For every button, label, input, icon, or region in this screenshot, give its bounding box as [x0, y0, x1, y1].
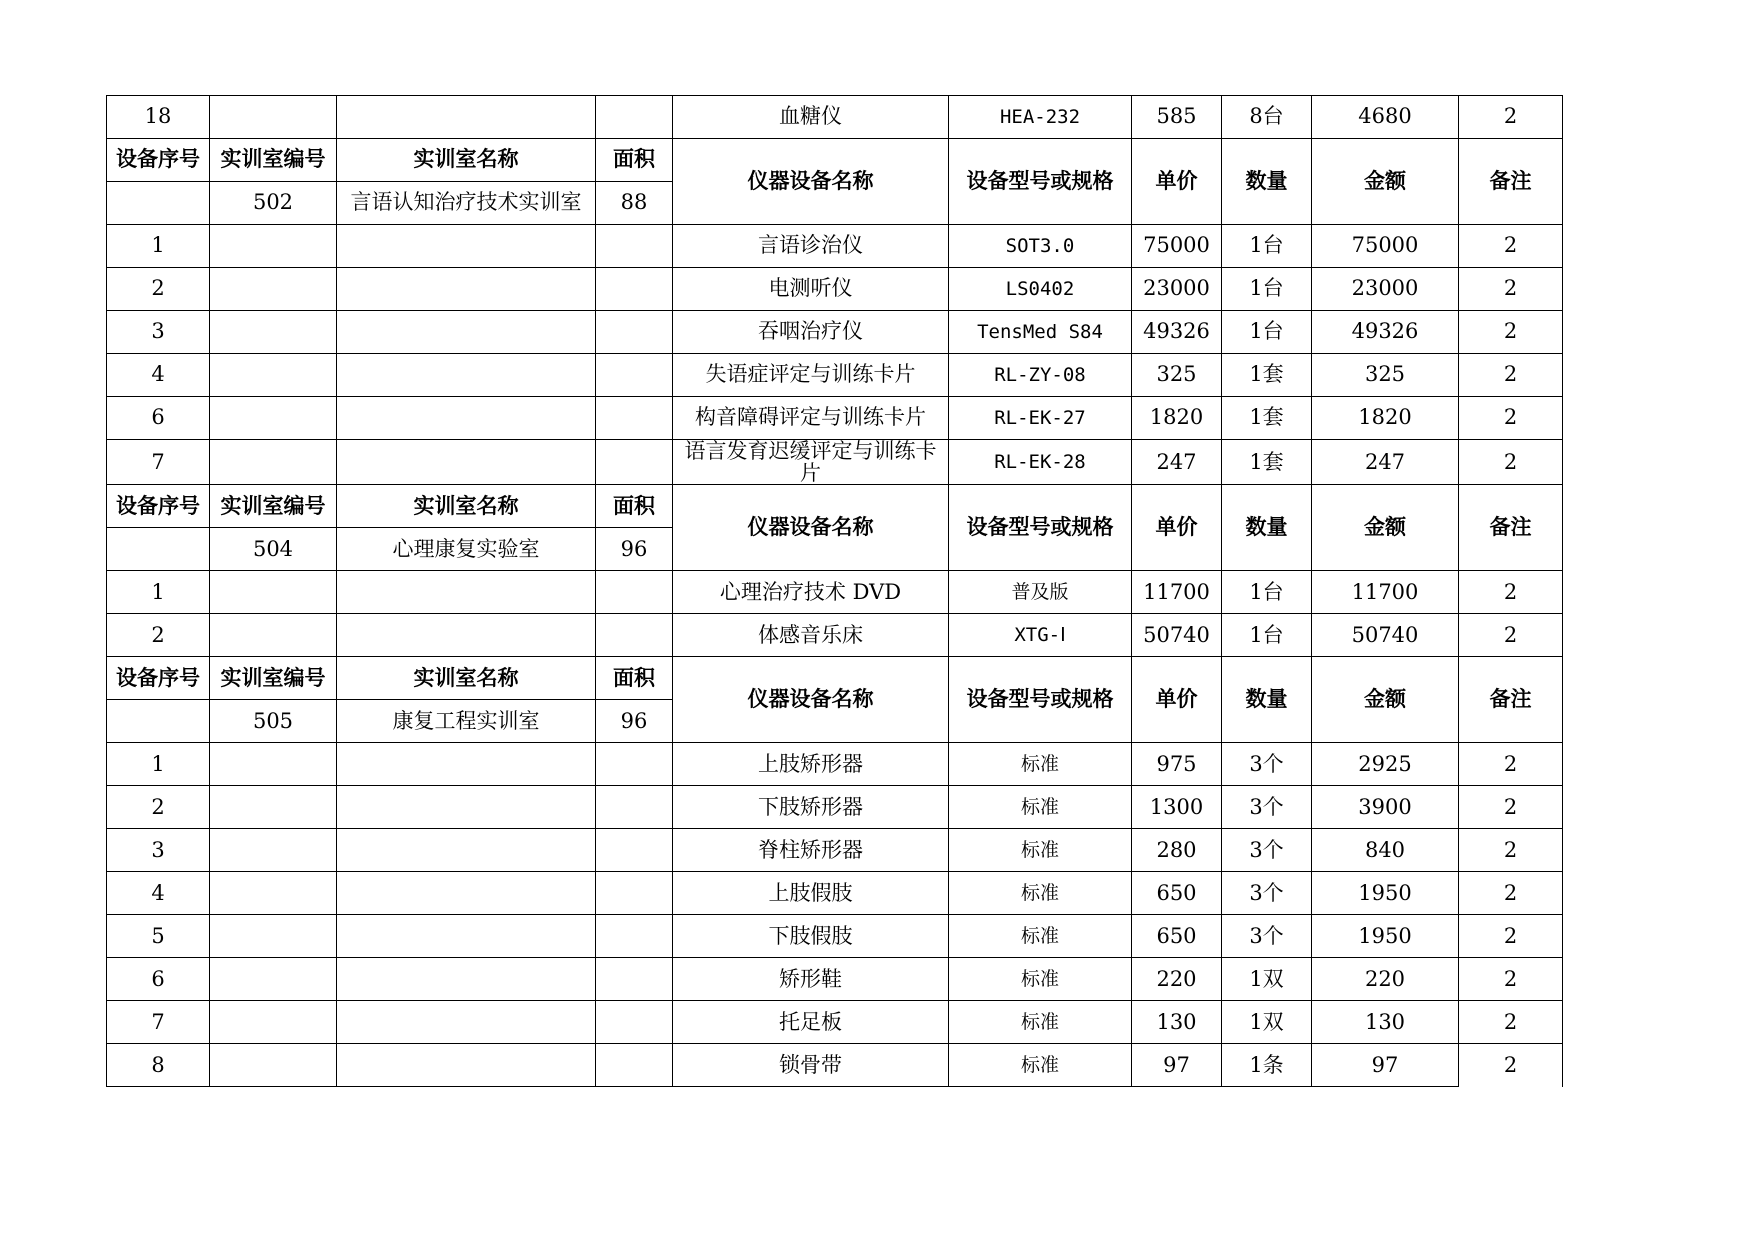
room-no-cell: [210, 614, 337, 657]
note-cell: 2: [1459, 958, 1563, 1001]
seq-cell: 6: [107, 958, 210, 1001]
header-device-name: 仪器设备名称: [673, 139, 949, 225]
note-cell: 2: [1459, 268, 1563, 311]
note-cell: 2: [1459, 311, 1563, 354]
unit-price-cell: 50740: [1132, 614, 1222, 657]
amount-cell: 1820: [1312, 397, 1459, 440]
note-cell: 2: [1459, 440, 1563, 485]
header-room-name: 实训室名称: [337, 485, 596, 528]
qty-cell: 1台: [1222, 614, 1312, 657]
table-row: [107, 614, 1563, 657]
unit-price-cell: 1300: [1132, 786, 1222, 829]
header-seq: 设备序号: [107, 485, 210, 528]
header-area: 面积: [596, 485, 673, 528]
area-cell: [596, 614, 673, 657]
qty-cell: 1台: [1222, 225, 1312, 268]
area-cell: 96: [596, 700, 673, 743]
room-no-cell: 505: [210, 700, 337, 743]
device-name-cell: 矫形鞋: [673, 958, 949, 1001]
room-no-cell: [210, 96, 337, 139]
section-header-row: [107, 657, 1563, 700]
qty-cell: 1双: [1222, 1001, 1312, 1044]
room-no-cell: [210, 958, 337, 1001]
note-cell: 2: [1459, 397, 1563, 440]
seq-cell: 7: [107, 1001, 210, 1044]
table-row: [107, 268, 1563, 311]
section-header-row: [107, 139, 1563, 182]
room-no-cell: [210, 354, 337, 397]
unit-price-cell: 75000: [1132, 225, 1222, 268]
device-name-cell: 语言发育迟缓评定与训练卡片: [673, 440, 949, 485]
header-unit-price: 单价: [1132, 485, 1222, 571]
room-no-cell: [210, 311, 337, 354]
unit-price-cell: 97: [1132, 1044, 1222, 1087]
unit-price-cell: 1820: [1132, 397, 1222, 440]
model-cell: TensMed S84: [949, 311, 1132, 354]
qty-cell: 3个: [1222, 915, 1312, 958]
seq-cell: 6: [107, 397, 210, 440]
header-note: 备注: [1459, 139, 1563, 225]
room-name-cell: [337, 397, 596, 440]
header-amount: 金额: [1312, 485, 1459, 571]
room-name-cell: [337, 268, 596, 311]
room-name-cell: [337, 225, 596, 268]
amount-cell: 130: [1312, 1001, 1459, 1044]
note-cell: 2: [1459, 743, 1563, 786]
model-cell: LS0402: [949, 268, 1132, 311]
unit-price-cell: 247: [1132, 440, 1222, 485]
room-no-cell: [210, 915, 337, 958]
amount-cell: 23000: [1312, 268, 1459, 311]
header-model: 设备型号或规格: [949, 485, 1132, 571]
device-name-cell: 电测听仪: [673, 268, 949, 311]
area-cell: 88: [596, 182, 673, 225]
unit-price-cell: 650: [1132, 915, 1222, 958]
header-room-name: 实训室名称: [337, 139, 596, 182]
table-row: [107, 1044, 1563, 1087]
header-unit-price: 单价: [1132, 657, 1222, 743]
room-name-cell: [337, 440, 596, 485]
header-qty: 数量: [1222, 657, 1312, 743]
device-name-cell: 失语症评定与训练卡片: [673, 354, 949, 397]
header-room-name: 实训室名称: [337, 657, 596, 700]
area-cell: [596, 743, 673, 786]
amount-cell: 1950: [1312, 915, 1459, 958]
room-name-cell: 言语认知治疗技术实训室: [337, 182, 596, 225]
room-no-cell: [210, 872, 337, 915]
qty-cell: 1套: [1222, 440, 1312, 485]
unit-price-cell: 280: [1132, 829, 1222, 872]
seq-cell: 4: [107, 872, 210, 915]
header-model: 设备型号或规格: [949, 139, 1132, 225]
header-seq: 设备序号: [107, 139, 210, 182]
header-area: 面积: [596, 139, 673, 182]
room-name-cell: [337, 872, 596, 915]
model-cell: 标准: [949, 1044, 1132, 1087]
amount-cell: 97: [1312, 1044, 1459, 1087]
area-cell: [596, 354, 673, 397]
amount-cell: 4680: [1312, 96, 1459, 139]
seq-cell: 18: [107, 96, 210, 139]
room-name-cell: [337, 96, 596, 139]
section-header-row: [107, 485, 1563, 528]
room-seq-cell: [107, 182, 210, 225]
unit-price-cell: 130: [1132, 1001, 1222, 1044]
model-cell: HEA-232: [949, 96, 1132, 139]
header-amount: 金额: [1312, 139, 1459, 225]
header-qty: 数量: [1222, 485, 1312, 571]
header-qty: 数量: [1222, 139, 1312, 225]
area-cell: [596, 225, 673, 268]
table-row: [107, 786, 1563, 829]
device-name-cell: 上肢假肢: [673, 872, 949, 915]
unit-price-cell: 975: [1132, 743, 1222, 786]
room-no-cell: [210, 225, 337, 268]
room-name-cell: [337, 354, 596, 397]
note-cell: 2: [1459, 614, 1563, 657]
table-body: [107, 96, 1563, 1087]
header-unit-price: 单价: [1132, 139, 1222, 225]
table-row: [107, 1001, 1563, 1044]
seq-cell: 2: [107, 614, 210, 657]
device-name-cell: 上肢矫形器: [673, 743, 949, 786]
table-row: [107, 311, 1563, 354]
note-cell: 2: [1459, 96, 1563, 139]
qty-cell: 3个: [1222, 829, 1312, 872]
header-note: 备注: [1459, 485, 1563, 571]
device-name-cell: 脊柱矫形器: [673, 829, 949, 872]
header-room-no: 实训室编号: [210, 485, 337, 528]
room-name-cell: [337, 1001, 596, 1044]
unit-price-cell: 23000: [1132, 268, 1222, 311]
area-cell: [596, 958, 673, 1001]
amount-cell: 247: [1312, 440, 1459, 485]
note-cell: 2: [1459, 872, 1563, 915]
amount-cell: 49326: [1312, 311, 1459, 354]
area-cell: [596, 268, 673, 311]
header-device-name: 仪器设备名称: [673, 485, 949, 571]
qty-cell: 1台: [1222, 268, 1312, 311]
device-name-cell: 托足板: [673, 1001, 949, 1044]
unit-price-cell: 49326: [1132, 311, 1222, 354]
model-cell: 标准: [949, 1001, 1132, 1044]
room-name-cell: [337, 614, 596, 657]
header-note: 备注: [1459, 657, 1563, 743]
area-cell: [596, 571, 673, 614]
header-model: 设备型号或规格: [949, 657, 1132, 743]
header-device-name: 仪器设备名称: [673, 657, 949, 743]
seq-cell: 5: [107, 915, 210, 958]
seq-cell: 1: [107, 743, 210, 786]
table-row: [107, 397, 1563, 440]
unit-price-cell: 11700: [1132, 571, 1222, 614]
seq-cell: 3: [107, 311, 210, 354]
model-cell: 普及版: [949, 571, 1132, 614]
header-room-no: 实训室编号: [210, 139, 337, 182]
unit-price-cell: 585: [1132, 96, 1222, 139]
room-name-cell: [337, 958, 596, 1001]
area-cell: [596, 872, 673, 915]
room-seq-cell: [107, 700, 210, 743]
room-name-cell: [337, 915, 596, 958]
qty-cell: 1台: [1222, 571, 1312, 614]
model-cell: 标准: [949, 743, 1132, 786]
seq-cell: 4: [107, 354, 210, 397]
note-cell: 2: [1459, 786, 1563, 829]
table-row: [107, 829, 1563, 872]
qty-cell: 3个: [1222, 786, 1312, 829]
amount-cell: 75000: [1312, 225, 1459, 268]
qty-cell: 1套: [1222, 354, 1312, 397]
qty-cell: 1条: [1222, 1044, 1312, 1087]
model-cell: 标准: [949, 872, 1132, 915]
area-cell: [596, 440, 673, 485]
model-cell: RL-ZY-08: [949, 354, 1132, 397]
device-name-cell: 锁骨带: [673, 1044, 949, 1087]
table-row: [107, 958, 1563, 1001]
note-cell: 2: [1459, 1001, 1563, 1044]
header-area: 面积: [596, 657, 673, 700]
device-name-cell: 吞咽治疗仪: [673, 311, 949, 354]
qty-cell: 3个: [1222, 872, 1312, 915]
table-row: [107, 743, 1563, 786]
model-cell: 标准: [949, 786, 1132, 829]
table-row: [107, 872, 1563, 915]
room-seq-cell: [107, 528, 210, 571]
seq-cell: 2: [107, 786, 210, 829]
seq-cell: 8: [107, 1044, 210, 1087]
area-cell: [596, 1001, 673, 1044]
device-name-cell: 血糖仪: [673, 96, 949, 139]
unit-price-cell: 220: [1132, 958, 1222, 1001]
model-cell: XTG-Ⅰ: [949, 614, 1132, 657]
qty-cell: 1双: [1222, 958, 1312, 1001]
amount-cell: 1950: [1312, 872, 1459, 915]
equipment-table: [106, 95, 1563, 1087]
seq-cell: 3: [107, 829, 210, 872]
header-seq: 设备序号: [107, 657, 210, 700]
room-no-cell: [210, 397, 337, 440]
amount-cell: 220: [1312, 958, 1459, 1001]
room-name-cell: [337, 571, 596, 614]
amount-cell: 11700: [1312, 571, 1459, 614]
model-cell: RL-EK-28: [949, 440, 1132, 485]
seq-cell: 7: [107, 440, 210, 485]
room-no-cell: [210, 1044, 337, 1087]
area-cell: [596, 1044, 673, 1087]
table-row: [107, 571, 1563, 614]
room-no-cell: 502: [210, 182, 337, 225]
device-name-cell: 下肢矫形器: [673, 786, 949, 829]
area-cell: 96: [596, 528, 673, 571]
device-name-cell: 言语诊治仪: [673, 225, 949, 268]
room-no-cell: [210, 786, 337, 829]
model-cell: 标准: [949, 915, 1132, 958]
room-name-cell: [337, 311, 596, 354]
area-cell: [596, 915, 673, 958]
room-name-cell: [337, 829, 596, 872]
room-no-cell: [210, 268, 337, 311]
qty-cell: 1套: [1222, 397, 1312, 440]
qty-cell: 3个: [1222, 743, 1312, 786]
model-cell: 标准: [949, 958, 1132, 1001]
note-cell: 2: [1459, 225, 1563, 268]
room-name-cell: [337, 743, 596, 786]
area-cell: [596, 96, 673, 139]
area-cell: [596, 786, 673, 829]
seq-cell: 1: [107, 571, 210, 614]
amount-cell: 2925: [1312, 743, 1459, 786]
room-no-cell: [210, 743, 337, 786]
room-name-cell: 心理康复实验室: [337, 528, 596, 571]
model-cell: 标准: [949, 829, 1132, 872]
table-row: [107, 440, 1563, 485]
amount-cell: 840: [1312, 829, 1459, 872]
note-cell: 2: [1459, 571, 1563, 614]
model-cell: SOT3.0: [949, 225, 1132, 268]
device-name-cell: 下肢假肢: [673, 915, 949, 958]
room-name-cell: [337, 786, 596, 829]
note-cell: 2: [1459, 354, 1563, 397]
area-cell: [596, 311, 673, 354]
room-no-cell: [210, 571, 337, 614]
amount-cell: 50740: [1312, 614, 1459, 657]
room-name-cell: [337, 1044, 596, 1087]
area-cell: [596, 829, 673, 872]
amount-cell: 3900: [1312, 786, 1459, 829]
table-row: [107, 915, 1563, 958]
table-row: [107, 354, 1563, 397]
unit-price-cell: 650: [1132, 872, 1222, 915]
header-amount: 金额: [1312, 657, 1459, 743]
room-no-cell: 504: [210, 528, 337, 571]
seq-cell: 1: [107, 225, 210, 268]
device-name-cell: 构音障碍评定与训练卡片: [673, 397, 949, 440]
device-name-cell: 体感音乐床: [673, 614, 949, 657]
table-row: [107, 96, 1563, 139]
unit-price-cell: 325: [1132, 354, 1222, 397]
amount-cell: 325: [1312, 354, 1459, 397]
room-no-cell: [210, 1001, 337, 1044]
header-room-no: 实训室编号: [210, 657, 337, 700]
area-cell: [596, 397, 673, 440]
room-name-cell: 康复工程实训室: [337, 700, 596, 743]
qty-cell: 1台: [1222, 311, 1312, 354]
note-cell: 2: [1459, 915, 1563, 958]
room-no-cell: [210, 440, 337, 485]
note-cell: 2: [1459, 1044, 1563, 1087]
note-cell: 2: [1459, 829, 1563, 872]
model-cell: RL-EK-27: [949, 397, 1132, 440]
device-name-cell: 心理治疗技术 DVD: [673, 571, 949, 614]
seq-cell: 2: [107, 268, 210, 311]
qty-cell: 8台: [1222, 96, 1312, 139]
room-no-cell: [210, 829, 337, 872]
table-row: [107, 225, 1563, 268]
